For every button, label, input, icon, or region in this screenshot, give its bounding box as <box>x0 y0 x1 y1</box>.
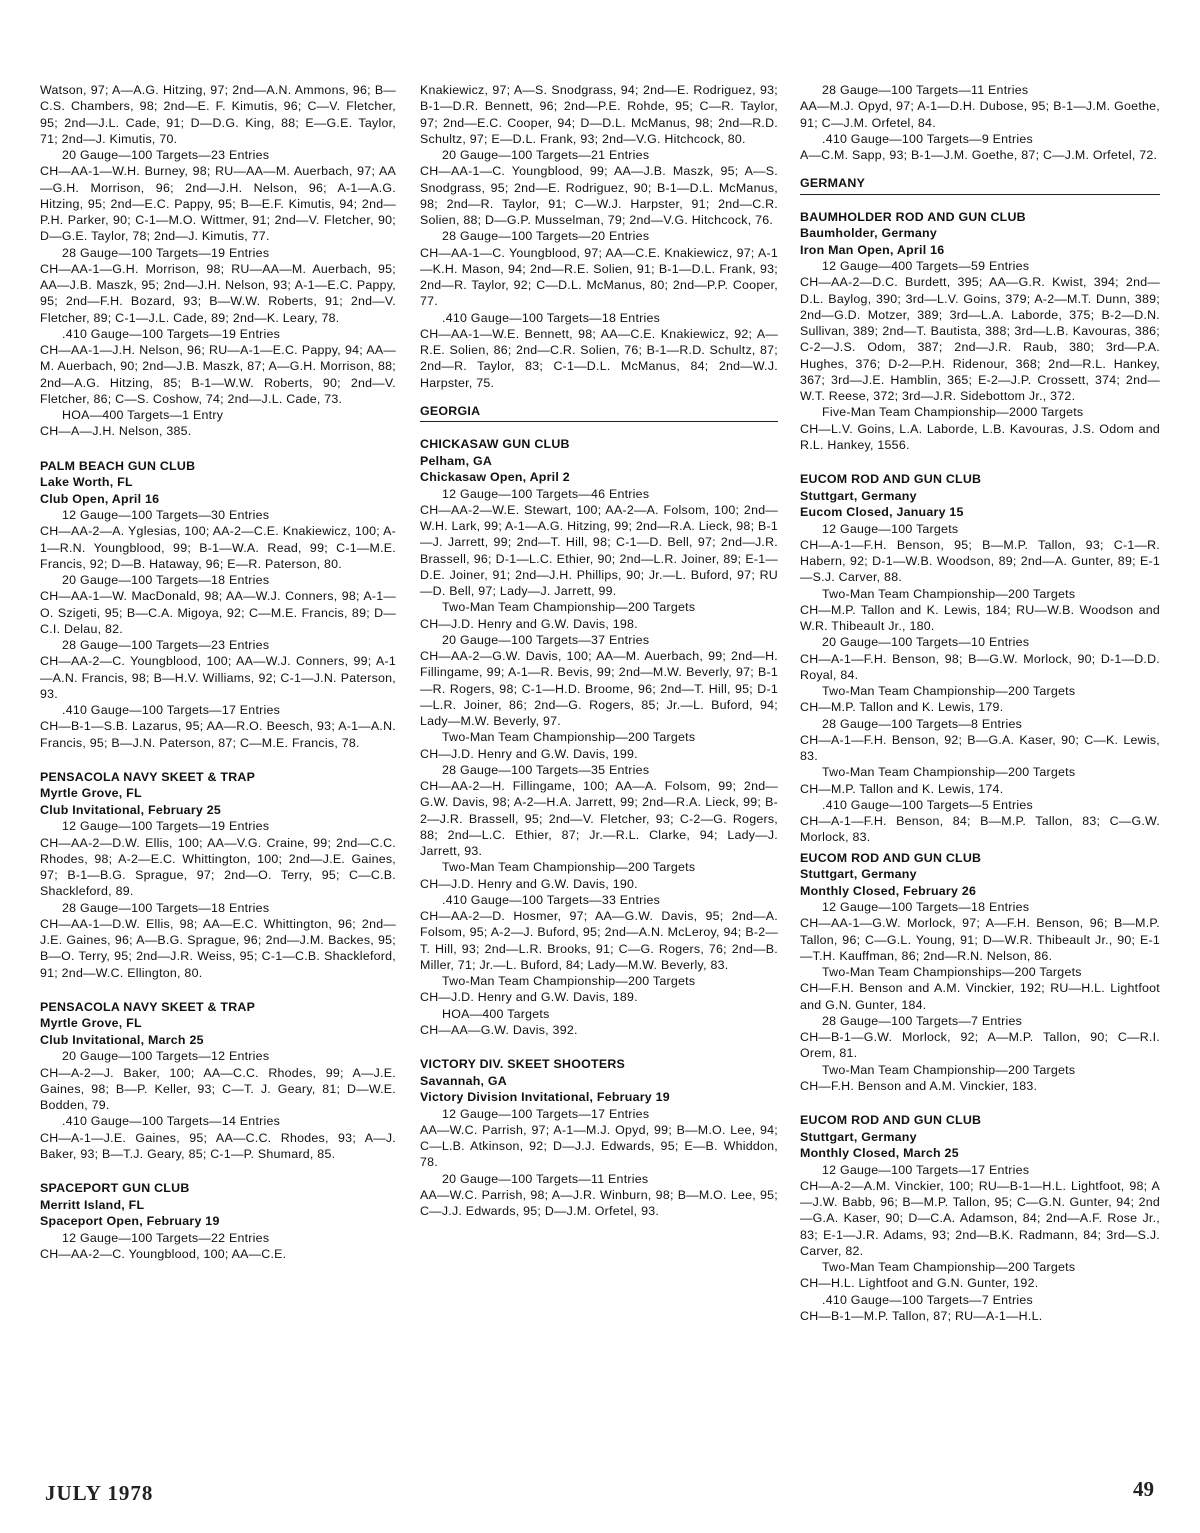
results-paragraph: CH—B-1—G.W. Morlock, 92; A—M.P. Tallon, 90; C—R.I. Orem, 81. <box>800 1030 1160 1061</box>
results-paragraph: CH—M.P. Tallon and K. Lewis, 184; RU—W.B. Woodson and W.R. Thibeault Jr., 180. <box>800 602 1160 633</box>
results-paragraph: CH—AA-1—W.H. Burney, 98; RU—AA—M. Auerbach, 97; AA—G.H. Morrison, 96; 2nd—J.H. Nelson, 96; A-1—A.G. Hitzing, 95; 2nd—E.C. Pappy, 95; B—E.F. Kimutis, 94; 2nd—P.H. Parker, 90; C-1—M.O. Wittmer, 91; 2nd—V. Fletcher, 90; D—G.E. Taylor, 78; 2nd—J. Kimutis, 77. <box>40 164 396 244</box>
results-paragraph: AA—W.C. Parrish, 97; A-1—M.J. Opyd, 99; B—M.O. Lee, 94; C—L.B. Atkinson, 92; D—J.J. Edwards, 95; E—B. Whiddon, 78. <box>420 1122 778 1170</box>
results-paragraph: CH—AA-2—D.C. Burdett, 395; AA—G.R. Kwist, 394; 2nd—D.L. Baylog, 390; 3rd—L.V. Goins, 379; A-2—M.T. Dunn, 389; 2nd—G.D. Motzer, 389; 3rd—L.A. Laborde, 375; B-2—D.N. Sullivan, 389; 2nd—T. Bautista, 388; 3rd—L.B. Kavouras, 386; C-2—J.S. Odom, 387; 2nd—J.R. Raub, 380; 3rd—P.A. Hughes, 376; D-2—P.H. Ridenour, 368; 2nd—R.L. Hankey, 367; 3rd—J.E. Hamblin, 365; E-2—J.P. Crossett, 374; 2nd—W.T. Reese, 372; 3rd—J.R. Sidebottom Jr., 372. <box>800 275 1160 403</box>
results-paragraph: CH—A-1—F.H. Benson, 98; B—G.W. Morlock, 90; D-1—D.D. Royal, 84. <box>800 651 1160 682</box>
results-paragraph: CH—AA-1—D.W. Ellis, 98; AA—E.C. Whittington, 96; 2nd—J.E. Gaines, 96; A—B.G. Sprague, 96; 2nd—J.M. Backes, 95; B—O. Terry, 95; 2nd—J.R. Weiss, 95; C-1—C.B. Shackleford, 91; 2nd—W.C. Ellington, 80. <box>40 916 396 980</box>
event-subheading: 20 Gauge—100 Targets—37 Entries <box>442 632 650 647</box>
column-3 <box>800 82 1160 1324</box>
event-title: Monthly Closed, March 25 <box>800 1146 959 1160</box>
event-subheading: 12 Gauge—100 Targets—18 Entries <box>822 900 1030 914</box>
event-subheading: 12 Gauge—100 Targets—46 Entries <box>442 486 650 501</box>
event-subheading: 12 Gauge—100 Targets—17 Entries <box>442 1106 650 1121</box>
event-subheading: .410 Gauge—100 Targets—14 Entries <box>62 1114 281 1129</box>
event-subheading: Two-Man Team Championship—200 Targets <box>822 765 1076 780</box>
column-2 <box>420 82 778 1219</box>
event-subheading: Two-Man Team Championship—200 Targets <box>822 1062 1076 1077</box>
event-subheading: 12 Gauge—100 Targets—19 Entries <box>62 819 270 834</box>
event-subheading: Two-Man Team Championships—200 Targets <box>822 965 1082 979</box>
event-title: Iron Man Open, April 16 <box>800 242 945 257</box>
results-paragraph: A—C.M. Sapp, 93; B-1—J.M. Goethe, 87; C—J.M. Orfetel, 72. <box>800 148 1158 162</box>
results-paragraph: CH—AA-1—C. Youngblood, 99; AA—J.B. Maszk, 95; A—S. Snodgrass, 95; 2nd—E. Rodriguez, 90; B-1—D.L. McManus, 98; 2nd—R. Taylor, 91; C—W.J. Harpster, 91; 2nd—C.R. Solien, 88; D—G.P. Musselman, 79; 2nd—V.G. Hitchcock, 76. <box>420 164 778 227</box>
event-subheading: Two-Man Team Championship—200 Targets <box>442 974 696 988</box>
event-title: Monthly Closed, February 26 <box>800 883 977 898</box>
results-paragraph: CH—AA-2—W.E. Stewart, 100; AA-2—A. Folsom, 100; 2nd—W.H. Lark, 99; A-1—A.G. Hitzing, 99; 2nd—R.A. Lieck, 98; B-1—J. Jarrett, 99; 2nd—T. Hill, 98; C-1—D. Bell, 97; 2nd—J.R. Brassell, 96; D-1—L.C. Ethier, 90; 2nd—L.R. Joiner, 89; E-1—D.E. Joiner, 91; 2nd—J.H. Phillips, 90; Jr.—L. Buford, 97; RU—D. Bell, 97; Lady—J. Jarrett, 99. <box>420 502 778 598</box>
results-paragraph: CH—A—J.H. Nelson, 385. <box>40 424 192 439</box>
event-subheading: 28 Gauge—100 Targets—19 Entries <box>62 245 270 260</box>
event-subheading: 28 Gauge—100 Targets—11 Entries <box>822 83 1029 97</box>
club-location: Stuttgart, Germany <box>800 1129 917 1144</box>
results-paragraph: CH—J.D. Henry and G.W. Davis, 189. <box>420 990 638 1005</box>
results-paragraph: CH—H.L. Lightfoot and G.N. Gunter, 192. <box>800 1276 1039 1291</box>
results-paragraph: CH—B-1—M.P. Tallon, 87; RU—A-1—H.L. <box>800 1308 1043 1323</box>
results-paragraph: CH—AA-1—W. MacDonald, 98; AA—W.J. Conners, 98; A-1—O. Szigeti, 95; B—C.A. Migoya, 92; C—M.E. Francis, 89; D—C.I. Delau, 82. <box>40 589 396 636</box>
event-subheading: 28 Gauge—100 Targets—7 Entries <box>822 1013 1023 1028</box>
results-paragraph: CH—AA-1—G.W. Morlock, 97; A—F.H. Benson, 96; B—M.P. Tallon, 96; C—G.L. Young, 91; D—W.R. Thibeault Jr., 90; E-1—T.H. Kauffman, 86; 2nd—R.N. Nelson, 86. <box>800 916 1160 963</box>
club-name: PENSACOLA NAVY SKEET & TRAP <box>40 769 256 784</box>
results-paragraph: CH—AA-1—W.E. Bennett, 98; AA—C.E. Knakiewicz, 92; A—R.E. Solien, 86; 2nd—C.R. Solien, 76; B-1—R.D. Schultz, 87; 2nd—R. Taylor, 83; C-1—D.L. McManus, 84; 2nd—W.J. Harpster, 75. <box>420 326 778 390</box>
club-location: Stuttgart, Germany <box>800 488 917 503</box>
event-subheading: 20 Gauge—100 Targets—10 Entries <box>822 635 1030 650</box>
results-paragraph: CH—M.P. Tallon and K. Lewis, 179. <box>800 700 1004 715</box>
event-title: Club Invitational, March 25 <box>40 1032 204 1047</box>
results-paragraph: CH—AA-2—C. Youngblood, 100; AA—W.J. Conners, 99; A-1—A.N. Francis, 98; B—H.V. Williams, 92; C-1—J.N. Paterson, 93. <box>40 654 396 701</box>
club-location: Myrtle Grove, FL <box>40 1016 142 1031</box>
event-subheading: 20 Gauge—100 Targets—18 Entries <box>62 573 270 587</box>
event-subheading: 20 Gauge—100 Targets—23 Entries <box>62 148 270 162</box>
event-subheading: Two-Man Team Championship—200 Targets <box>442 600 696 615</box>
event-subheading: 28 Gauge—100 Targets—35 Entries <box>442 762 650 777</box>
results-paragraph: CH—AA-2—A. Yglesias, 100; AA-2—C.E. Knakiewicz, 100; A-1—R.N. Youngblood, 99; B-1—W.A. Read, 99; C-1—M.E. Francis, 92; D—B. Hataway, 96; E—R. Paterson, 80. <box>40 524 396 571</box>
results-paragraph: CH—J.D. Henry and G.W. Davis, 198. <box>420 616 638 631</box>
club-name: PALM BEACH GUN CLUB <box>40 458 196 473</box>
results-paragraph: Knakiewicz, 97; A—S. Snodgrass, 94; 2nd—E. Rodriguez, 93; B-1—D.R. Bennett, 96; 2nd—P.E. Rohde, 95; C—R. Taylor, 97; 2nd—E.C. Cooper, 94; D—D.L. McManus, 98; 2nd—R.D. Schultz, 97; E—D.L. Frank, 93; 2nd—V.G. Hitchcock, 80. <box>420 83 778 146</box>
results-paragraph: CH—AA-2—C. Youngblood, 100; AA—C.E. <box>40 1246 287 1261</box>
club-name: BAUMHOLDER ROD AND GUN CLUB <box>800 209 1026 224</box>
club-name: EUCOM ROD AND GUN CLUB <box>800 850 982 865</box>
results-paragraph: CH—AA-2—D. Hosmer, 97; AA—G.W. Davis, 95; 2nd—A. Folsom, 95; A-2—J. Buford, 95; 2nd—A.N. McLeroy, 94; B-2—T. Hill, 93; 2nd—L.R. Brooks, 91; C—G. Rogers, 76; 2nd—B. Miller, 71; Jr.—L. Buford, 84; Lady—M.W. Beverly, 83. <box>420 909 778 972</box>
results-paragraph: CH—AA-1—J.H. Nelson, 96; RU—A-1—E.C. Pappy, 94; AA—M. Auerbach, 90; 2nd—J.B. Maszk, 87; A—G.H. Morrison, 88; 2nd—A.G. Hitzing, 85; B-1—W.W. Roberts, 90; 2nd—V. Fletcher, 86; C—S. Coshow, 74; 2nd—J.L. Cade, 73. <box>40 343 396 406</box>
results-paragraph: CH—F.H. Benson and A.M. Vinckier, 183. <box>800 1078 1038 1093</box>
results-paragraph: CH—A-1—F.H. Benson, 92; B—G.A. Kaser, 90; C—K. Lewis, 83. <box>800 732 1160 763</box>
club-location: Merritt Island, FL <box>40 1197 145 1212</box>
results-paragraph: CH—A-2—J. Baker, 100; AA—C.C. Rhodes, 99; A—J.E. Gaines, 98; B—P. Keller, 93; C—T. J. Geary, 81; D—W.E. Bodden, 79. <box>40 1065 396 1112</box>
event-subheading: .410 Gauge—100 Targets—9 Entries <box>822 131 1033 146</box>
event-subheading: 28 Gauge—100 Targets—18 Entries <box>62 900 270 915</box>
results-paragraph: CH—AA-1—C. Youngblood, 97; AA—C.E. Knakiewicz, 97; A-1—K.H. Mason, 94; 2nd—R.E. Solien, 91; B-1—D.L. Frank, 93; 2nd—R. Taylor, 92; C—D.L. McManus, 80; 2nd—P.P. Cooper, 77. <box>420 245 778 309</box>
event-title: Club Invitational, February 25 <box>40 802 222 817</box>
club-location: Savannah, GA <box>420 1073 508 1088</box>
results-paragraph: Watson, 97; A—A.G. Hitzing, 97; 2nd—A.N. Ammons, 96; B—C.S. Chambers, 98; 2nd—E. F. Kimutis, 96; C—V. Fletcher, 95; 2nd—J.L. Cade, 91; D—D.G. King, 88; E—G.E. Taylor, 71; 2nd—J. Kimutis, 70. <box>40 83 396 146</box>
club-location: Lake Worth, FL <box>40 475 133 489</box>
event-subheading: HOA—400 Targets <box>442 1006 550 1021</box>
event-subheading: 20 Gauge—100 Targets—12 Entries <box>62 1049 270 1064</box>
page-number: 49 <box>1133 1477 1154 1501</box>
club-location: Pelham, GA <box>420 453 493 468</box>
results-paragraph: CH—F.H. Benson and A.M. Vinckier, 192; RU—H.L. Lightfoot and G.N. Gunter, 184. <box>800 981 1160 1012</box>
event-subheading: 28 Gauge—100 Targets—23 Entries <box>62 638 270 652</box>
event-title: Spaceport Open, February 19 <box>40 1214 220 1228</box>
event-subheading: 12 Gauge—400 Targets—59 Entries <box>822 259 1030 273</box>
results-paragraph: CH—J.D. Henry and G.W. Davis, 190. <box>420 876 638 891</box>
club-name: EUCOM ROD AND GUN CLUB <box>800 472 982 486</box>
column-1 <box>40 82 396 1262</box>
results-paragraph: AA—W.C. Parrish, 98; A—J.R. Winburn, 98; B—M.O. Lee, 95; C—J.J. Edwards, 95; D—J.M. Orfetel, 93. <box>420 1187 778 1218</box>
results-paragraph: CH—A-1—F.H. Benson, 84; B—M.P. Tallon, 83; C—G.W. Morlock, 83. <box>800 814 1160 845</box>
event-subheading: Two-Man Team Championship—200 Targets <box>442 730 696 745</box>
club-name: PENSACOLA NAVY SKEET & TRAP <box>40 999 256 1014</box>
state-heading: GERMANY <box>800 175 1160 194</box>
event-subheading: Two-Man Team Championship—200 Targets <box>442 860 696 875</box>
club-name: CHICKASAW GUN CLUB <box>420 437 570 451</box>
results-paragraph: CH—B-1—S.B. Lazarus, 95; AA—R.O. Beesch, 93; A-1—A.N. Francis, 95; B—J.N. Paterson, 87; C—M.E. Francis, 78. <box>40 719 396 750</box>
event-subheading: 20 Gauge—100 Targets—11 Entries <box>442 1171 649 1186</box>
event-subheading: .410 Gauge—100 Targets—33 Entries <box>442 892 661 907</box>
results-paragraph: CH—AA-2—D.W. Ellis, 100; AA—V.G. Craine, 99; 2nd—C.C. Rhodes, 98; A-2—E.C. Whittington, 100; 2nd—J.E. Gaines, 97; B-1—B.G. Sprague, 97; 2nd—O. Terry, 95; C—C.B. Shackleford, 89. <box>40 835 396 899</box>
event-subheading: 12 Gauge—100 Targets <box>822 521 959 536</box>
event-title: Victory Division Invitational, February 19 <box>420 1090 670 1104</box>
results-paragraph: CH—A-1—F.H. Benson, 95; B—M.P. Tallon, 93; C-1—R. Habern, 92; D-1—W.B. Woodson, 89; 2nd—A. Gunter, 89; E-1—S.J. Carver, 88. <box>800 537 1160 585</box>
results-paragraph: AA—M.J. Opyd, 97; A-1—D.H. Dubose, 95; B-1—J.M. Goethe, 91; C—J.M. Orfetel, 84. <box>800 99 1160 130</box>
event-subheading: Two-Man Team Championship—200 Targets <box>822 586 1076 601</box>
club-name: EUCOM ROD AND GUN CLUB <box>800 1113 982 1127</box>
event-subheading: Five-Man Team Championship—2000 Targets <box>822 405 1084 420</box>
event-subheading: 28 Gauge—100 Targets—20 Entries <box>442 229 650 244</box>
event-subheading: Two-Man Team Championship—200 Targets <box>822 684 1076 698</box>
results-paragraph: CH—AA-2—G.W. Davis, 100; AA—M. Auerbach, 99; 2nd—H. Fillingame, 99; A-1—R. Bevis, 99; 2nd—M.W. Beverly, 97; B-1—R. Rogers, 98; C-1—H.D. Broome, 96; 2nd—T. Hill, 95; D-1—L.R. Joiner, 86; 2nd—G. Rogers, 85; Jr.—L. Buford, 94; Lady—M.W. Beverly, 97. <box>420 649 778 728</box>
results-paragraph: CH—A-1—J.E. Gaines, 95; AA—C.C. Rhodes, 93; A—J. Baker, 93; B—T.J. Geary, 85; C-1—P. Shumard, 85. <box>40 1130 396 1161</box>
event-subheading: 20 Gauge—100 Targets—21 Entries <box>442 148 650 162</box>
results-paragraph: CH—A-2—A.M. Vinckier, 100; RU—B-1—H.L. Lightfoot, 98; A—J.W. Babb, 96; B—M.P. Tallon, 95; C—G.N. Gunter, 94; 2nd—G.A. Kaser, 90; D—C.A. Adamson, 84; 2nd—A.F. Rose Jr., 83; E-1—J.R. Adams, 93; 2nd—B.K. Radmann, 84; 3rd—S.J. Carver, 82. <box>800 1178 1160 1258</box>
event-subheading: 28 Gauge—100 Targets—8 Entries <box>822 716 1023 731</box>
event-subheading: 12 Gauge—100 Targets—30 Entries <box>62 508 270 522</box>
event-title: Chickasaw Open, April 2 <box>420 470 570 484</box>
results-paragraph: CH—AA-2—H. Fillingame, 100; AA—A. Folsom, 99; 2nd—G.W. Davis, 98; A-2—H.A. Jarrett, 99; 2nd—R.A. Lieck, 99; B-2—J.R. Brassell, 95; 2nd—V. Fletcher, 93; C-2—G. Rogers, 88; 2nd—L.C. Ethier, 87; Jr.—R.L. Clarke, 94; Lady—J. Jarrett, 93. <box>420 779 778 858</box>
club-name: SPACEPORT GUN CLUB <box>40 1181 190 1195</box>
event-subheading: 12 Gauge—100 Targets—22 Entries <box>62 1230 270 1245</box>
event-title: Club Open, April 16 <box>40 491 160 506</box>
event-subheading: .410 Gauge—100 Targets—5 Entries <box>822 797 1033 812</box>
issue-date: JULY 1978 <box>45 1481 154 1505</box>
club-location: Baumholder, Germany <box>800 226 937 240</box>
results-paragraph: CH—L.V. Goins, L.A. Laborde, L.B. Kavouras, J.S. Odom and R.L. Hankey, 1556. <box>800 421 1160 452</box>
event-subheading: .410 Gauge—100 Targets—7 Entries <box>822 1292 1033 1307</box>
club-location: Myrtle Grove, FL <box>40 786 142 801</box>
club-location: Stuttgart, Germany <box>800 867 917 881</box>
event-subheading: .410 Gauge—100 Targets—17 Entries <box>62 703 281 717</box>
event-subheading: .410 Gauge—100 Targets—19 Entries <box>62 326 281 341</box>
event-subheading: .410 Gauge—100 Targets—18 Entries <box>442 310 661 325</box>
results-paragraph: CH—AA—G.W. Davis, 392. <box>420 1022 578 1037</box>
results-paragraph: CH—AA-1—G.H. Morrison, 98; RU—AA—M. Auerbach, 95; AA—J.B. Maszk, 95; 2nd—J.H. Nelson, 93; A-1—E.C. Pappy, 95; 2nd—F.H. Bozard, 93; B—W.W. Roberts, 91; 2nd—V. Fletcher, 89; C-1—J.L. Cade, 89; 2nd—K. Leary, 78. <box>40 261 396 325</box>
event-subheading: Two-Man Team Championship—200 Targets <box>822 1260 1076 1274</box>
state-heading: GEORGIA <box>420 403 778 422</box>
event-title: Eucom Closed, January 15 <box>800 505 964 519</box>
event-subheading: 12 Gauge—100 Targets—17 Entries <box>822 1162 1030 1177</box>
results-paragraph: CH—J.D. Henry and G.W. Davis, 199. <box>420 746 638 761</box>
club-name: VICTORY DIV. SKEET SHOOTERS <box>420 1057 626 1071</box>
results-paragraph: CH—M.P. Tallon and K. Lewis, 174. <box>800 781 1004 796</box>
event-subheading: HOA—400 Targets—1 Entry <box>62 408 224 422</box>
